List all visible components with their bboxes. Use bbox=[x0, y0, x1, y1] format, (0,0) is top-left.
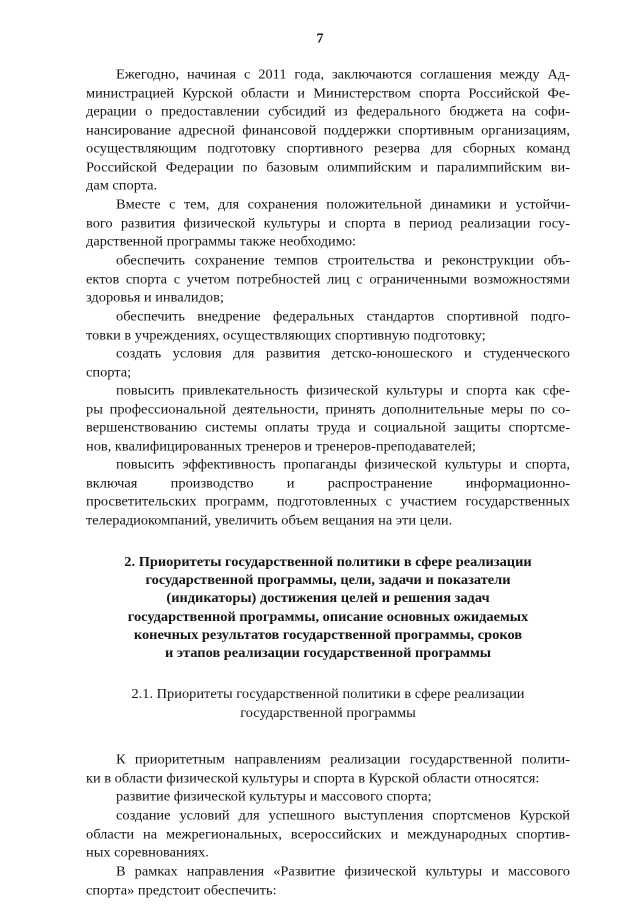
text-line: дарственной программы также необходимо: bbox=[86, 234, 357, 250]
subsection-heading bbox=[86, 686, 570, 723]
text-line: телерадиокомпаний, увеличить объем вещания на эти цели. bbox=[86, 512, 453, 528]
subheading-line: 2.1. Приоритеты государственной политики в сфере реализации bbox=[131, 686, 525, 702]
paragraph-necessary-measures bbox=[86, 196, 570, 251]
text-line: Российской Федерации по базовым олимпийским и паралимпийским ви- bbox=[86, 159, 570, 175]
text-line: создание условий для успешного выступления спортсменов Курской bbox=[116, 808, 570, 824]
text-line: включая производство и распространение информационно- bbox=[86, 475, 570, 491]
text-line: обеспечить сохранение темпов строительства и реконструкции объ- bbox=[116, 253, 570, 269]
paragraph-direction-framework bbox=[86, 863, 570, 900]
paragraph-federal-standards bbox=[86, 308, 570, 345]
subheading-line: государственной программы bbox=[240, 705, 416, 721]
paragraph-youth-sport bbox=[86, 345, 570, 382]
text-line: здоровья и инвалидов; bbox=[86, 290, 224, 306]
heading-line: (индикаторы) достижения целей и решения задач bbox=[166, 591, 490, 607]
text-line: обеспечить внедрение федеральных стандартов спортивной подго- bbox=[116, 309, 570, 325]
text-line: министрацией Курской области и Министерством спорта Российской Фе- bbox=[86, 85, 570, 102]
heading-line: 2. Приоритеты государственной политики в сфере реализации bbox=[124, 554, 532, 570]
paragraph-subsidy-agreements bbox=[86, 66, 570, 195]
section-heading bbox=[86, 554, 570, 663]
text-line: вершенствованию системы оплаты труда и социальной защиты спортсме- bbox=[86, 420, 570, 436]
text-line: спорта» предстоит обеспечить: bbox=[86, 882, 277, 898]
text-line: ектов спорта с учетом потребностей лиц с ограниченными возможностями bbox=[86, 271, 570, 287]
text-line: К приоритетным направлениям реализации государственной полити- bbox=[116, 752, 570, 768]
paragraph-construction bbox=[86, 252, 570, 307]
text-line: просветительских программ, подготовленных с участием государственных bbox=[86, 494, 570, 510]
text-line: развитие физической культуры и массового спорта; bbox=[116, 789, 432, 805]
paragraph-athletes-conditions bbox=[86, 807, 570, 862]
text-line: ки в области физической культуры и спорта в Курской области относятся: bbox=[86, 770, 540, 786]
text-line: повысить эффективность пропаганды физической культуры и спорта, bbox=[116, 457, 570, 473]
heading-line: и этапов реализации государственной программы bbox=[164, 645, 492, 662]
paragraph-mass-sport bbox=[86, 788, 570, 806]
paragraph-propaganda bbox=[86, 456, 570, 530]
text-line: ры профессиональной деятельности, принять дополнительные меры по со- bbox=[86, 401, 570, 417]
page-number: 7 bbox=[316, 32, 324, 47]
text-line: Вместе с тем, для сохранения положительной динамики и устойчи- bbox=[116, 197, 570, 213]
text-line: нансирование адресной финансовой поддержки спортивным организациям, bbox=[86, 122, 570, 138]
text-line: нов, квалифицированных тренеров и тренеров-преподавателей; bbox=[86, 438, 476, 454]
heading-line: конечных результатов государственной программы, сроков bbox=[133, 627, 523, 643]
text-line: Ежегодно, начиная с 2011 года, заключаются соглашения между Ад- bbox=[116, 67, 570, 83]
text-line: осуществляющим подготовку спортивного резерва для сборных команд bbox=[86, 141, 570, 157]
text-line: создать условия для развития детско-юношеского и студенческого bbox=[116, 346, 570, 362]
heading-line: государственной программы, цели, задачи и показатели bbox=[145, 573, 511, 589]
heading-line: государственной программы, описание основных ожидаемых bbox=[127, 609, 529, 625]
text-line: области на межрегиональных, всероссийских и международных спортив- bbox=[86, 826, 570, 842]
text-line: ных соревнованиях. bbox=[86, 844, 209, 861]
paragraph-priority-directions bbox=[86, 751, 570, 788]
text-line: спорта; bbox=[86, 364, 132, 380]
text-line: дам спорта. bbox=[86, 178, 158, 194]
text-line: товки в учреждениях, осуществляющих спортивную подготовку; bbox=[86, 327, 486, 343]
text-line: вого развития физической культуры и спорта в период реализации госу- bbox=[86, 215, 570, 231]
text-line: дерации о предоставлении субсидий из федерального бюджета на софи- bbox=[86, 104, 570, 120]
text-line: В рамках направления «Развитие физической культуры и массового bbox=[116, 863, 570, 880]
text-line: повысить привлекательность физической культуры и спорта как сфе- bbox=[116, 383, 570, 399]
paragraph-profession-attractiveness bbox=[86, 382, 570, 456]
